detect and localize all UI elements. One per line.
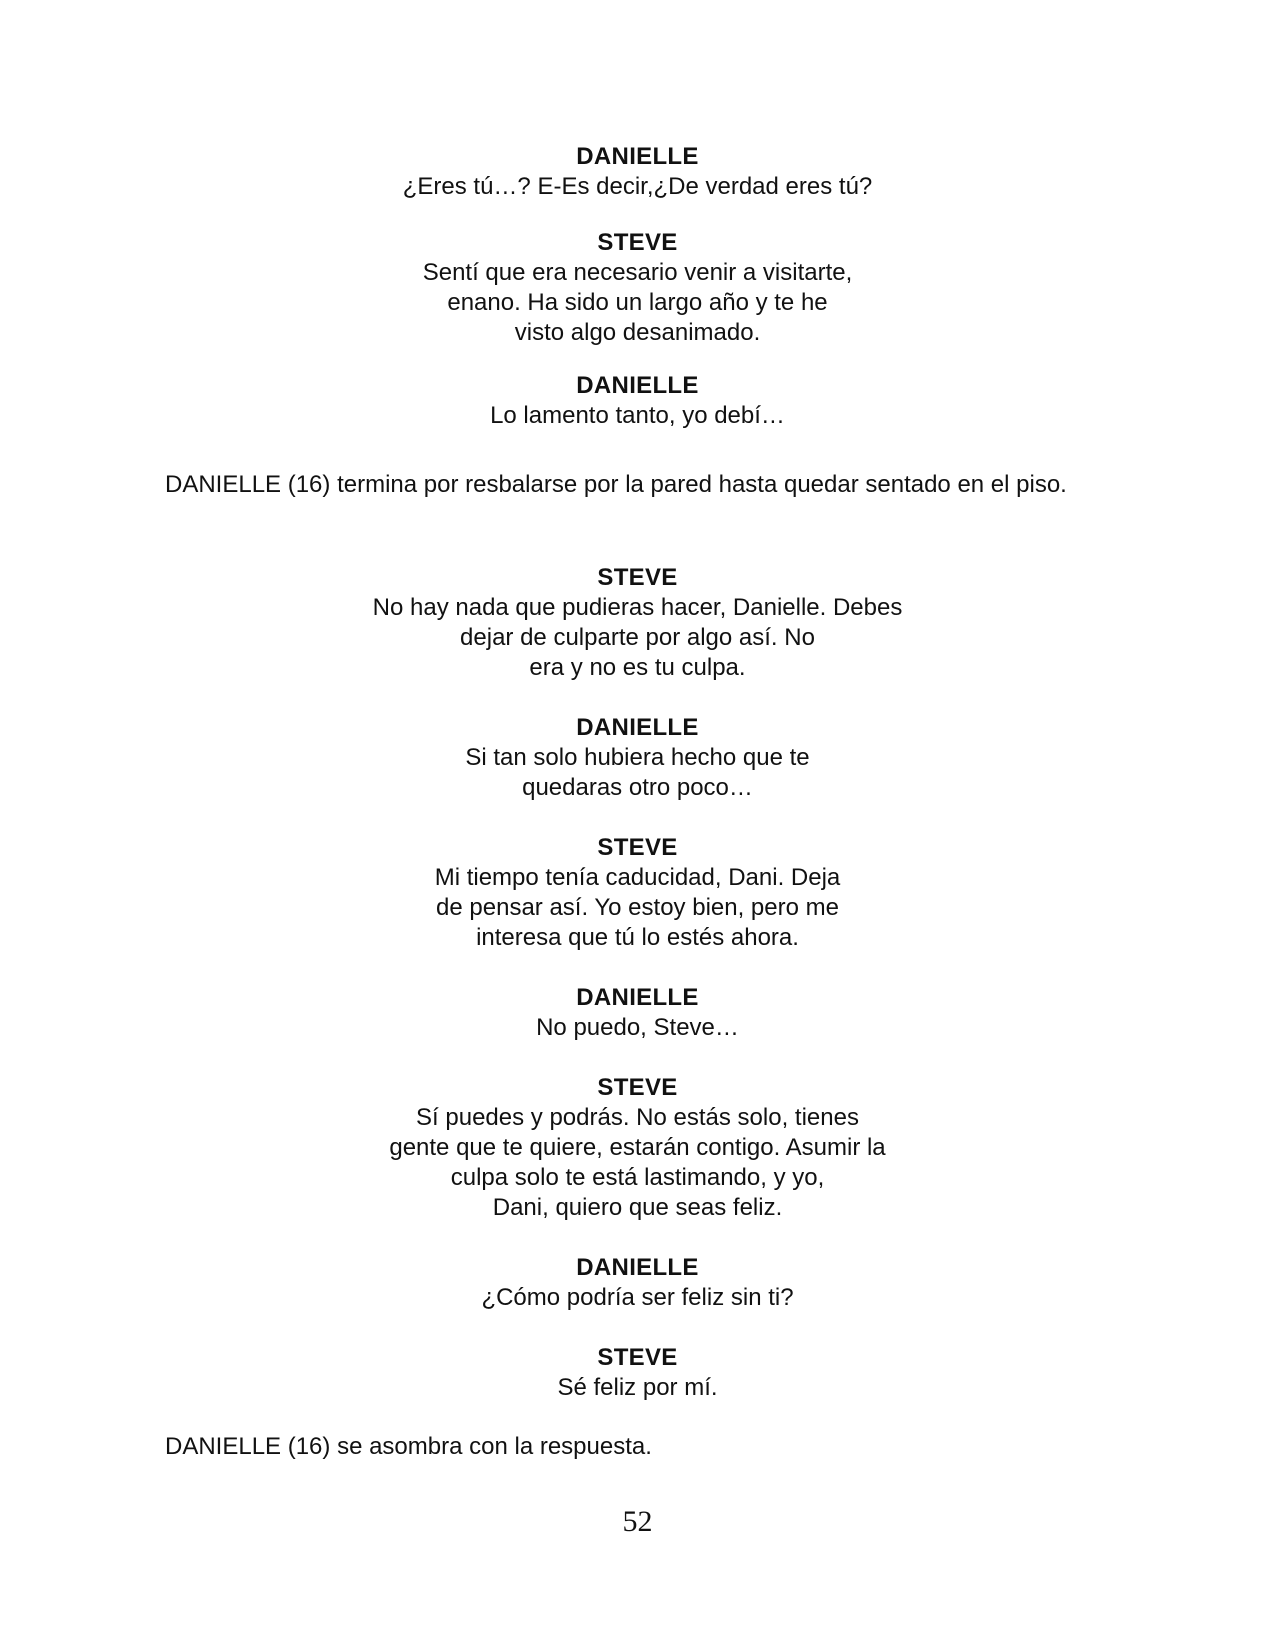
dialogue-line: quedaras otro poco… xyxy=(522,774,753,801)
dialogue-line: Sé feliz por mí. xyxy=(557,1374,718,1401)
character-name: DANIELLE xyxy=(576,143,699,170)
dialogue-block xyxy=(0,983,1275,1043)
dialogue-line: Sentí que era necesario venir a visitarte, xyxy=(422,259,853,286)
action-line: DANIELLE (16) se asombra con la respuesta. xyxy=(165,1433,652,1460)
character-name: DANIELLE xyxy=(576,1254,699,1281)
character-name: DANIELLE xyxy=(576,372,699,399)
dialogue-block xyxy=(0,371,1275,431)
dialogue-block xyxy=(0,142,1275,202)
dialogue-line: No puedo, Steve… xyxy=(536,1014,739,1041)
dialogue-block xyxy=(0,1073,1275,1223)
dialogue-line: No hay nada que pudieras hacer, Danielle. Debes xyxy=(372,594,903,621)
character-name: STEVE xyxy=(597,834,678,861)
character-name: DANIELLE xyxy=(576,984,699,1011)
dialogue-block xyxy=(0,833,1275,953)
action-line: DANIELLE (16) termina por resbalarse por la pared hasta quedar sentado en el piso. xyxy=(165,471,1067,498)
dialogue-line: Si tan solo hubiera hecho que te xyxy=(465,744,810,771)
dialogue-line: Sí puedes y podrás. No estás solo, tienes xyxy=(416,1104,859,1131)
dialogue-line: ¿Cómo podría ser feliz sin ti? xyxy=(481,1284,794,1311)
dialogue-line: enano. Ha sido un largo año y te he xyxy=(447,289,828,316)
character-name: STEVE xyxy=(597,1344,678,1371)
dialogue-block xyxy=(0,1253,1275,1313)
dialogue-line: interesa que tú lo estés ahora. xyxy=(476,924,799,951)
dialogue-line: visto algo desanimado. xyxy=(514,319,761,346)
dialogue-line: Dani, quiero que seas feliz. xyxy=(492,1194,783,1221)
dialogue-block xyxy=(0,1343,1275,1403)
character-name: STEVE xyxy=(597,229,678,256)
dialogue-line: dejar de culparte por algo así. No xyxy=(460,624,815,651)
character-name: STEVE xyxy=(597,1074,678,1101)
dialogue-line: ¿Eres tú…? E-Es decir,¿De verdad eres tú? xyxy=(402,173,873,200)
dialogue-block xyxy=(0,228,1275,348)
character-name: DANIELLE xyxy=(576,714,699,741)
character-name: STEVE xyxy=(597,564,678,591)
dialogue-block xyxy=(0,713,1275,803)
dialogue-line: de pensar así. Yo estoy bien, pero me xyxy=(436,894,839,921)
dialogue-line: Mi tiempo tenía caducidad, Dani. Deja xyxy=(434,864,841,891)
dialogue-block xyxy=(0,563,1275,683)
dialogue-line: era y no es tu culpa. xyxy=(529,654,746,681)
dialogue-line: culpa solo te está lastimando, y yo, xyxy=(450,1164,825,1191)
page-number: 52 xyxy=(622,1505,653,1538)
dialogue-line: gente que te quiere, estarán contigo. Asumir la xyxy=(389,1134,886,1161)
dialogue-line: Lo lamento tanto, yo debí… xyxy=(490,402,785,429)
